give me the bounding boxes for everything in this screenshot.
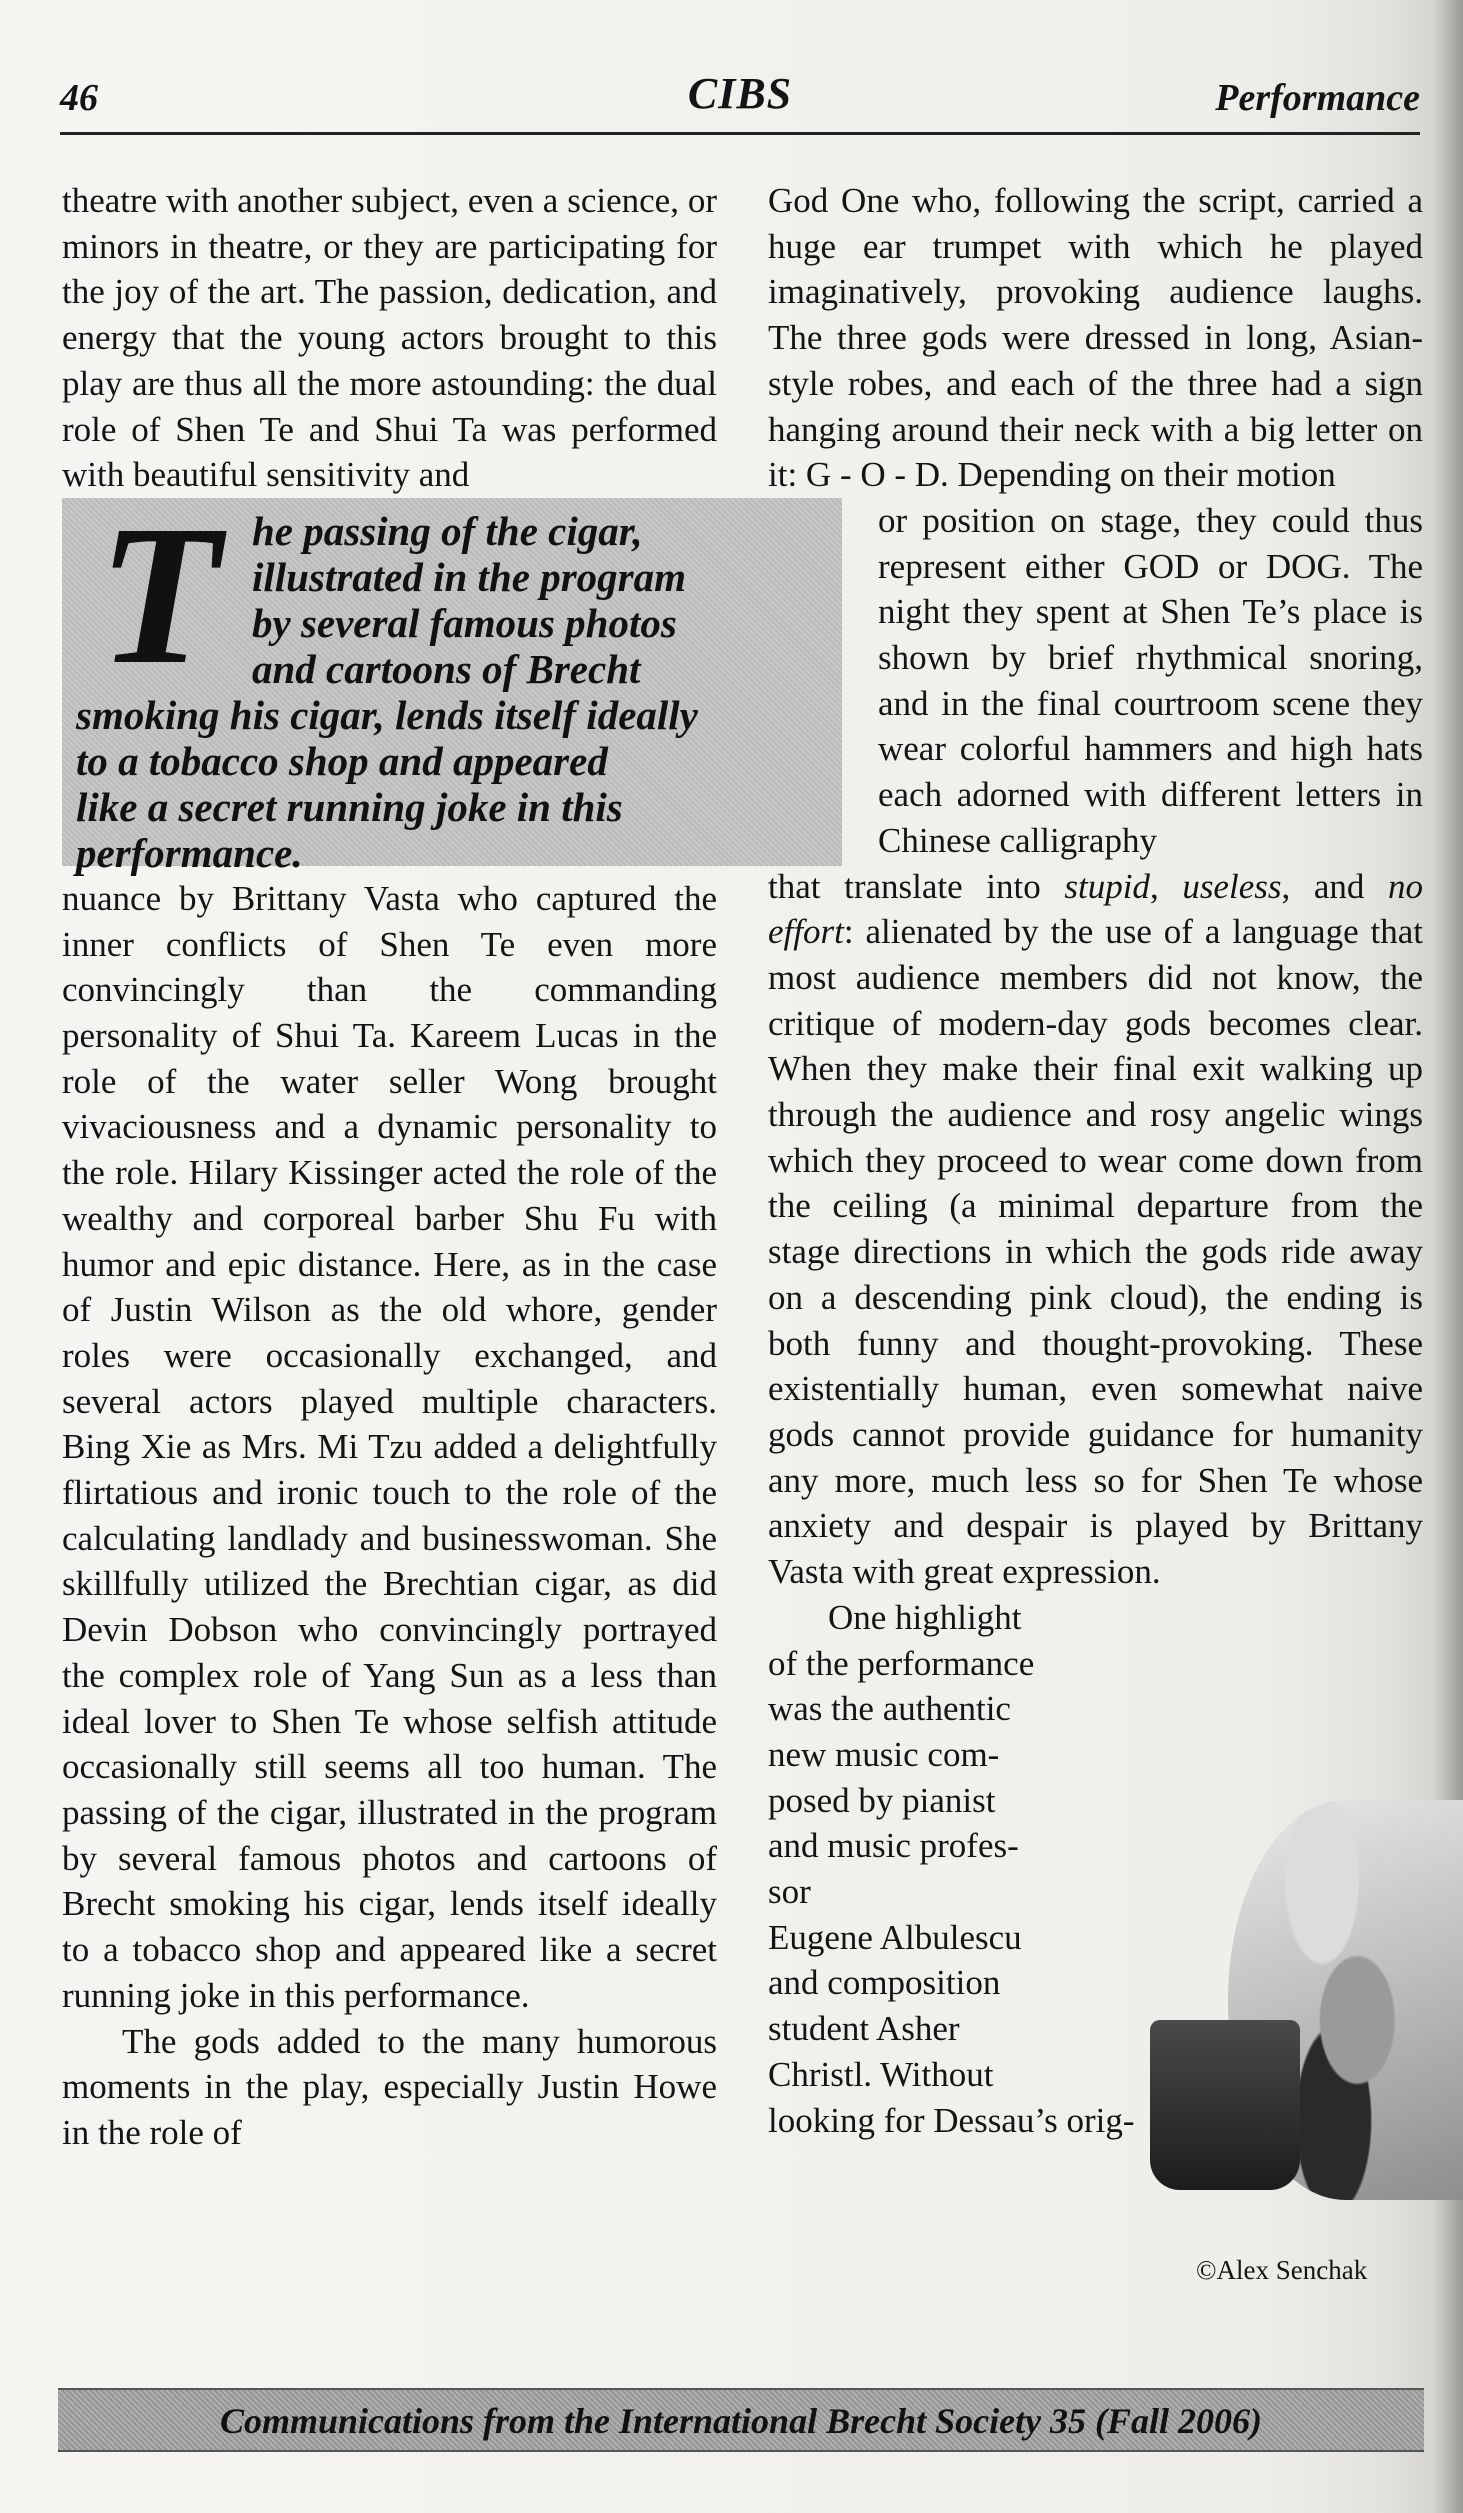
right-paragraph-1c <box>768 864 1423 1595</box>
pull-quote-line: to a tobacco shop and appeared <box>76 737 608 784</box>
right-paragraph-1b: or position on stage, they could thus represent either GOD or DOG. The night they spent at Shen Te’s place is shown by brief rhythmical snoring, and in the final courtroom scene they wear colorful hammers and high hats each adorned with different letters in Chinese calligraphy <box>878 500 1423 860</box>
pull-quote-text <box>76 484 846 876</box>
left-paragraph-1-continued: nuance by Brittany Vasta who captured the inner conflicts of Shen Te even more convincingly than the commanding personality of Shui Ta. Kareem Lucas in the role of the water seller Wong brought vivaciousness and a dynamic personality to the role. Hilary Kissinger acted the role of the wealthy and corporeal barber Shu Fu with humor and epic distance. Here, as in the case of Justin Wilson as the old whore, gender roles were occasionally exchanged, and several actors played multiple characters. Bing Xie as Mrs. Mi Tzu added a delightfully flirtatious and ironic touch to the role of the calculating landlady and businesswoman. She skillfully utilized the Brechtian cigar, as did Devin Dobson who convincingly portrayed the complex role of Yang Sun as a less than ideal lover to Shen Te whose selfish attitude occasionally still seems all too human. The passing of the cigar, illustrated in the program by several famous photos and cartoons of Brecht smoking his cigar, lends itself ideally to a tobacco shop and appeared like a secret running joke in this performance. <box>62 878 717 2015</box>
wrap-line: sor <box>768 1872 811 1912</box>
italic-term-stupid: stupid <box>1064 866 1150 906</box>
wrap-line: One highlight <box>828 1597 1022 1637</box>
wrap-line: was the authentic <box>768 1689 1011 1729</box>
wrap-line: of the performance <box>768 1643 1035 1683</box>
pull-quote-line: he passing of the cigar, <box>252 507 643 554</box>
wrap-line: and music profes- <box>768 1826 1019 1866</box>
pull-quote-line: and cartoons of Brecht <box>252 645 641 692</box>
text-run: , and <box>1281 866 1388 906</box>
wrap-line: and composition <box>768 1963 1001 2003</box>
text-run: that translate into <box>768 866 1065 906</box>
italic-term-useless: useless <box>1182 866 1282 906</box>
right-paragraph-1a: God One who, following the script, carried a huge ear trumpet with which he played imaginatively, provoking audience laughs. The three gods were dressed in long, Asian-style robes, and each of the three had a sign hanging around their neck with a big letter on it: G - O - D. Depending on their motion <box>768 181 1423 495</box>
left-column <box>62 178 717 2156</box>
footer-citation: Communications from the International Brecht Society 35 (Fall 2006) <box>219 2401 1263 2441</box>
journal-name: CIBS <box>687 69 793 118</box>
left-paragraph-1: theatre with another subject, even a science, or minors in theatre, or they are participating for the joy of the art. The passion, dedication, and energy that the young actors brought to this play are thus all the more astounding: the dual role of Shen Te and Shui Ta was performed with beautiful sensitivity and <box>62 181 717 495</box>
text-run: : alienated by the use of a language that most audience members did not know, the critique of modern-day gods becomes clear. When they make their final exit walking up through the audience and rosy angelic wings which they proceed to wear come down from the ceiling (a minimal departure from the stage directions in which the gods ride away on a descending pink cloud), the ending is both funny and thought-provoking. These existentially human, even somewhat naive gods cannot provide guidance for humanity any more, much less so for Shen Te whose anxiety and despair is played by Brittany Vasta with great expression. <box>768 912 1423 1592</box>
text-run: , <box>1149 866 1183 906</box>
wrap-line: new music com- <box>768 1734 1000 1774</box>
footer-band <box>58 2388 1424 2452</box>
wrap-line: posed by pianist <box>768 1780 996 1820</box>
pull-quote-line: smoking his cigar, lends itself ideally <box>76 691 698 738</box>
page-number: 46 <box>60 77 98 119</box>
pull-quote-line: performance. <box>76 829 303 876</box>
photo-credit: ©Alex Senchak <box>1196 2255 1368 2285</box>
pull-quote-drop-cap: T <box>98 484 221 706</box>
pull-quote-line: by several famous photos <box>252 599 677 646</box>
left-paragraph-2: The gods added to the many humorous moments in the play, especially Justin Howe in the role of <box>62 2021 717 2152</box>
pull-quote <box>62 484 842 876</box>
pull-quote-line: like a secret running joke in this <box>76 783 623 830</box>
photo-bucket-shape <box>1150 2020 1300 2190</box>
italic-term-no-effort: no effort <box>768 866 1423 952</box>
right-paragraph-2 <box>768 1595 1078 2098</box>
running-head <box>60 68 1420 135</box>
section-name: Performance <box>1215 77 1420 119</box>
wrap-line: Christl. Without <box>768 2054 994 2094</box>
wrap-line: Eugene Albulescu <box>768 1917 1022 1957</box>
pull-quote-line: illustrated in the program <box>252 553 687 600</box>
wrap-line: student Asher <box>768 2009 960 2049</box>
right-paragraph-2-end: looking for Dessau’s orig- <box>768 2100 1135 2140</box>
